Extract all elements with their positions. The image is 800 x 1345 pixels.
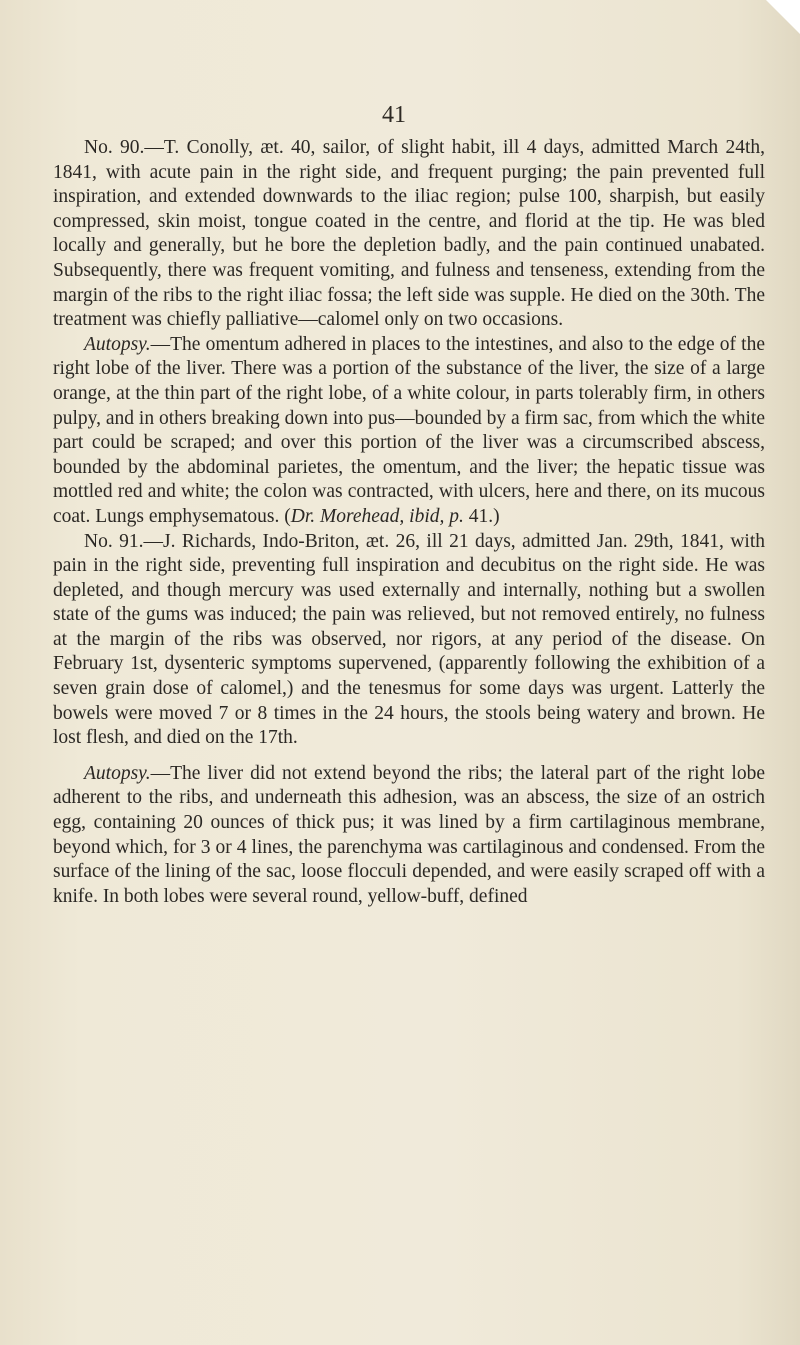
case-text: No. 91.—J. Richards, Indo-Briton, æt. 26, ill 21 days, admitted Jan. 29th, 1841, with pain in the right side, preventing full inspiration and decubitus on the right side. He was depleted, and though mercury was used externally and internally, nothing but a swollen state of the gums was induced; the pain was relieved, but not removed entirely, no fulness at the margin of the ribs was observed, nor rigors, at any period of the disease. On February 1st, dysenteric symptoms supervened, (apparently following the exhibition of a seven grain dose of calomel,) and the tenesmus for some days was urgent. Latterly the bowels were moved 7 or 8 times in the 24 hours, the stools being watery and brown. He lost flesh, and died on the 17th. (53, 530, 765, 749)
page-number: 41 (382, 102, 406, 128)
page-corner-fold (766, 0, 800, 34)
case-paragraph (53, 136, 765, 333)
autopsy-text: —The omentum adhered in places to the intestines, and also to the edge of the right lobe of the liver. There was a portion of the substance of the liver, the size of a large orange, at the thin part of the right lobe, of a white colour, in parts tolerably firm, in others pulpy, and in others breaking down into pus—bounded by a firm sac, from which the white part could be scraped; and over this portion of the liver was a circumscribed abscess, bounded by the abdominal parietes, the omentum, and the liver; the hepatic tissue was mottled red and white; the colon was contracted, with ulcers, here and there, on its mucous coat. Lungs emphysematous. ( (53, 333, 765, 527)
autopsy-text: —The liver did not extend beyond the ribs; the lateral part of the right lobe adherent to the ribs, and underneath this adhesion, was an abscess, the size of an ostrich egg, containing 20 ounces of thick pus; it was lined by a firm cartilaginous membrane, beyond which, for 3 or 4 lines, the parenchyma was cartilaginous and condensed. From the surface of the lining of the sac, loose flocculi depended, and were easily scraped off with a knife. In both lobes were several round, yellow-buff, defined (53, 762, 765, 907)
citation-tail: 41.) (463, 505, 500, 527)
case-paragraph (53, 530, 765, 751)
autopsy-paragraph (53, 762, 765, 910)
citation: Dr. Morehead, ibid, p. (290, 505, 464, 527)
case-text: No. 90.—T. Conolly, æt. 40, sailor, of slight habit, ill 4 days, admitted March 24th, 1841, with acute pain in the right side, and frequent purging; the pain prevented full inspiration, and extended downwards to the iliac region; pulse 100, sharpish, but easily compressed, skin moist, tongue coated in the centre, and florid at the tip. He was bled locally and generally, but he bore the depletion badly, and the pain continued unabated. Subsequently, there was frequent vomiting, and fulness and tenseness, extending from the margin of the ribs to the right iliac fossa; the left side was supple. He died on the 30th. The treatment was chiefly palliative—calomel only on two occasions. (53, 137, 765, 331)
body-text (53, 136, 765, 909)
autopsy-paragraph (53, 333, 765, 530)
autopsy-lead: Autopsy. (84, 333, 151, 355)
autopsy-lead: Autopsy. (84, 762, 151, 784)
